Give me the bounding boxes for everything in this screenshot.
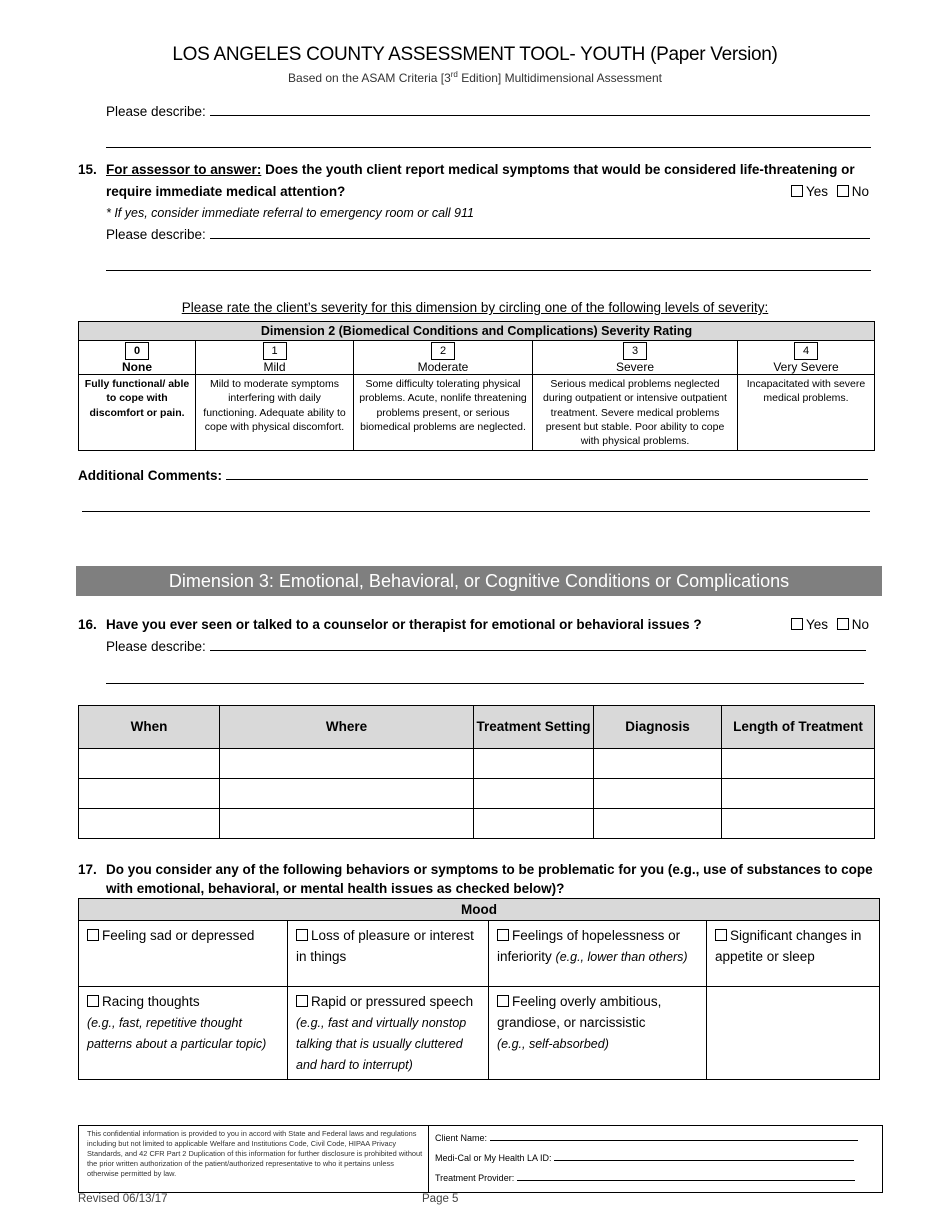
treatment-table	[78, 705, 875, 839]
cell-input[interactable]	[474, 749, 594, 779]
q17-text-2: with emotional, behavioral, or mental health issues as checked below)?	[106, 881, 565, 896]
describe-label: Please describe:	[106, 104, 206, 119]
table-row	[79, 749, 875, 779]
q16-yes-no	[791, 617, 869, 632]
severity-level-2[interactable]: 2 Moderate	[354, 341, 533, 375]
treatment-provider-line[interactable]	[517, 1180, 855, 1181]
q15-describe-line[interactable]	[210, 238, 870, 239]
cell-input[interactable]	[220, 779, 474, 809]
cell-input[interactable]	[79, 779, 220, 809]
q17-text: Do you consider any of the following behaviors or symptoms to be problematic for you (e.g., use of substances to cope	[106, 862, 873, 877]
severity-desc-0: Fully functional/ able to cope with discomfort or pain.	[79, 375, 196, 451]
q15-yes-no	[791, 184, 869, 199]
cell-input[interactable]	[594, 809, 722, 839]
describe-line-2[interactable]	[106, 147, 871, 148]
mood-empty-cell	[707, 987, 880, 1080]
checkbox[interactable]	[715, 929, 727, 941]
cell-input[interactable]	[220, 749, 474, 779]
col-diagnosis: Diagnosis	[594, 706, 722, 749]
medi-cal-id-field: Medi-Cal or My Health LA ID:	[435, 1153, 854, 1163]
yes-label: Yes	[806, 184, 829, 199]
footer-divider	[428, 1126, 429, 1192]
prev-describe-row	[106, 104, 870, 119]
document-title: LOS ANGELES COUNTY ASSESSMENT TOOL- YOUTH (Paper Version)	[172, 44, 778, 65]
severity-desc-4: Incapacitated with severe medical problems.	[738, 375, 875, 451]
q15-text: For assessor to answer: Does the youth client report medical symptoms that would be considered life-threatening or	[106, 162, 855, 177]
table-row	[79, 779, 875, 809]
footer-box	[78, 1125, 883, 1193]
mood-table	[78, 898, 880, 1080]
no-label: No	[851, 184, 870, 199]
severity-level-1[interactable]: 1 Mild	[196, 341, 354, 375]
cell-input[interactable]	[722, 809, 875, 839]
checkbox[interactable]	[296, 929, 308, 941]
cell-input[interactable]	[594, 749, 722, 779]
revised-date: Revised 06/13/17	[78, 1193, 168, 1205]
additional-comments-row	[78, 468, 868, 483]
checkbox[interactable]	[87, 929, 99, 941]
dimension3-banner: Dimension 3: Emotional, Behavioral, or Cognitive Conditions or Complications	[76, 566, 882, 596]
col-where: Where	[220, 706, 474, 749]
severity-desc-2: Some difficulty tolerating physical problems. Acute, nonlife threatening problems present, or serious biomedical problems are neglected.	[354, 375, 533, 451]
q16-describe-line[interactable]	[210, 650, 866, 651]
mood-item[interactable]: Significant changes in appetite or sleep	[707, 921, 880, 987]
checkbox[interactable]	[497, 929, 509, 941]
describe-line[interactable]	[210, 115, 870, 116]
q16-describe-row	[106, 639, 866, 654]
describe-label: Please describe:	[106, 227, 206, 242]
mood-item[interactable]: Feelings of hopelessness or inferiority (e.g., lower than others)	[489, 921, 707, 987]
no-label: No	[851, 617, 870, 632]
q15-text-2: require immediate medical attention?	[106, 184, 346, 199]
additional-comments-line[interactable]	[226, 479, 868, 480]
col-when: When	[79, 706, 220, 749]
mood-item[interactable]: Feeling sad or depressed	[79, 921, 288, 987]
severity-header: Dimension 2 (Biomedical Conditions and Complications) Severity Rating	[79, 322, 875, 341]
severity-level-0[interactable]: 0 None	[79, 341, 196, 375]
severity-desc-1: Mild to moderate symptoms interfering with daily functioning. Adequate ability to cope with physical discomfort.	[196, 375, 354, 451]
q15-yes-checkbox[interactable]	[791, 185, 803, 197]
mood-item[interactable]: Rapid or pressured speech (e.g., fast and virtually nonstop talking that is usually cluttered and hard to interrupt)	[288, 987, 489, 1080]
cell-input[interactable]	[722, 779, 875, 809]
col-treatment-setting: Treatment Setting	[474, 706, 594, 749]
confidentiality-notice: This confidential information is provided to you in accord with State and Federal laws and regulations including but not limited to applicable Welfare and Institutions Code, Civil Code, HIPAA Privacy Standards, and 42 CFR Part 2 Duplication of this information for further disclosure is prohibited without the prior written authorization of the patient/authorized representative to who it pertains unless otherwise permitted by law.	[87, 1129, 423, 1178]
q15-describe-line-2[interactable]	[106, 270, 871, 271]
q15-note: * If yes, consider immediate referral to emergency room or call 911	[106, 206, 474, 220]
checkbox[interactable]	[497, 995, 509, 1007]
q16-yes-checkbox[interactable]	[791, 618, 803, 630]
q15-no-checkbox[interactable]	[837, 185, 849, 197]
q17-number: 17.	[78, 862, 97, 877]
mood-item[interactable]: Racing thoughts (e.g., fast, repetitive thought patterns about a particular topic)	[79, 987, 288, 1080]
cell-input[interactable]	[474, 779, 594, 809]
additional-comments-label: Additional Comments:	[78, 468, 222, 483]
q15-number: 15.	[78, 162, 97, 177]
cell-input[interactable]	[594, 779, 722, 809]
mood-header: Mood	[79, 899, 880, 921]
severity-desc-3: Serious medical problems neglected during outpatient or intensive outpatient treatment. Severe medical problems present but stable. Poor ability to cope with physical problems.	[533, 375, 738, 451]
yes-label: Yes	[806, 617, 829, 632]
severity-level-3[interactable]: 3 Severe	[533, 341, 738, 375]
table-row	[79, 809, 875, 839]
cell-input[interactable]	[79, 809, 220, 839]
q16-describe-line-2[interactable]	[106, 683, 864, 684]
page-number: Page 5	[422, 1193, 459, 1205]
severity-level-4[interactable]: 4 Very Severe	[738, 341, 875, 375]
q16-number: 16.	[78, 617, 97, 632]
treatment-provider-field: Treatment Provider:	[435, 1173, 855, 1183]
mood-item[interactable]: Loss of pleasure or interest in things	[288, 921, 489, 987]
client-name-line[interactable]	[490, 1140, 858, 1141]
q16-text: Have you ever seen or talked to a counselor or therapist for emotional or behavioral issues ?	[106, 617, 702, 632]
mood-item[interactable]: Feeling overly ambitious, grandiose, or narcissistic (e.g., self-absorbed)	[489, 987, 707, 1080]
cell-input[interactable]	[79, 749, 220, 779]
severity-table	[78, 321, 875, 451]
cell-input[interactable]	[474, 809, 594, 839]
q15-describe-row	[106, 227, 870, 242]
col-length-of-treatment: Length of Treatment	[722, 706, 875, 749]
document-subtitle: Based on the ASAM Criteria [3rd Edition] Multidimensional Assessment	[288, 70, 662, 85]
medi-cal-id-line[interactable]	[554, 1160, 854, 1161]
severity-instruction: Please rate the client’s severity for this dimension by circling one of the following levels of severity:	[181, 300, 769, 315]
additional-comments-line-2[interactable]	[82, 511, 870, 512]
describe-label: Please describe:	[106, 639, 206, 654]
cell-input[interactable]	[722, 749, 875, 779]
checkbox[interactable]	[87, 995, 99, 1007]
client-name-field: Client Name:	[435, 1133, 858, 1143]
q16-no-checkbox[interactable]	[837, 618, 849, 630]
cell-input[interactable]	[220, 809, 474, 839]
checkbox[interactable]	[296, 995, 308, 1007]
